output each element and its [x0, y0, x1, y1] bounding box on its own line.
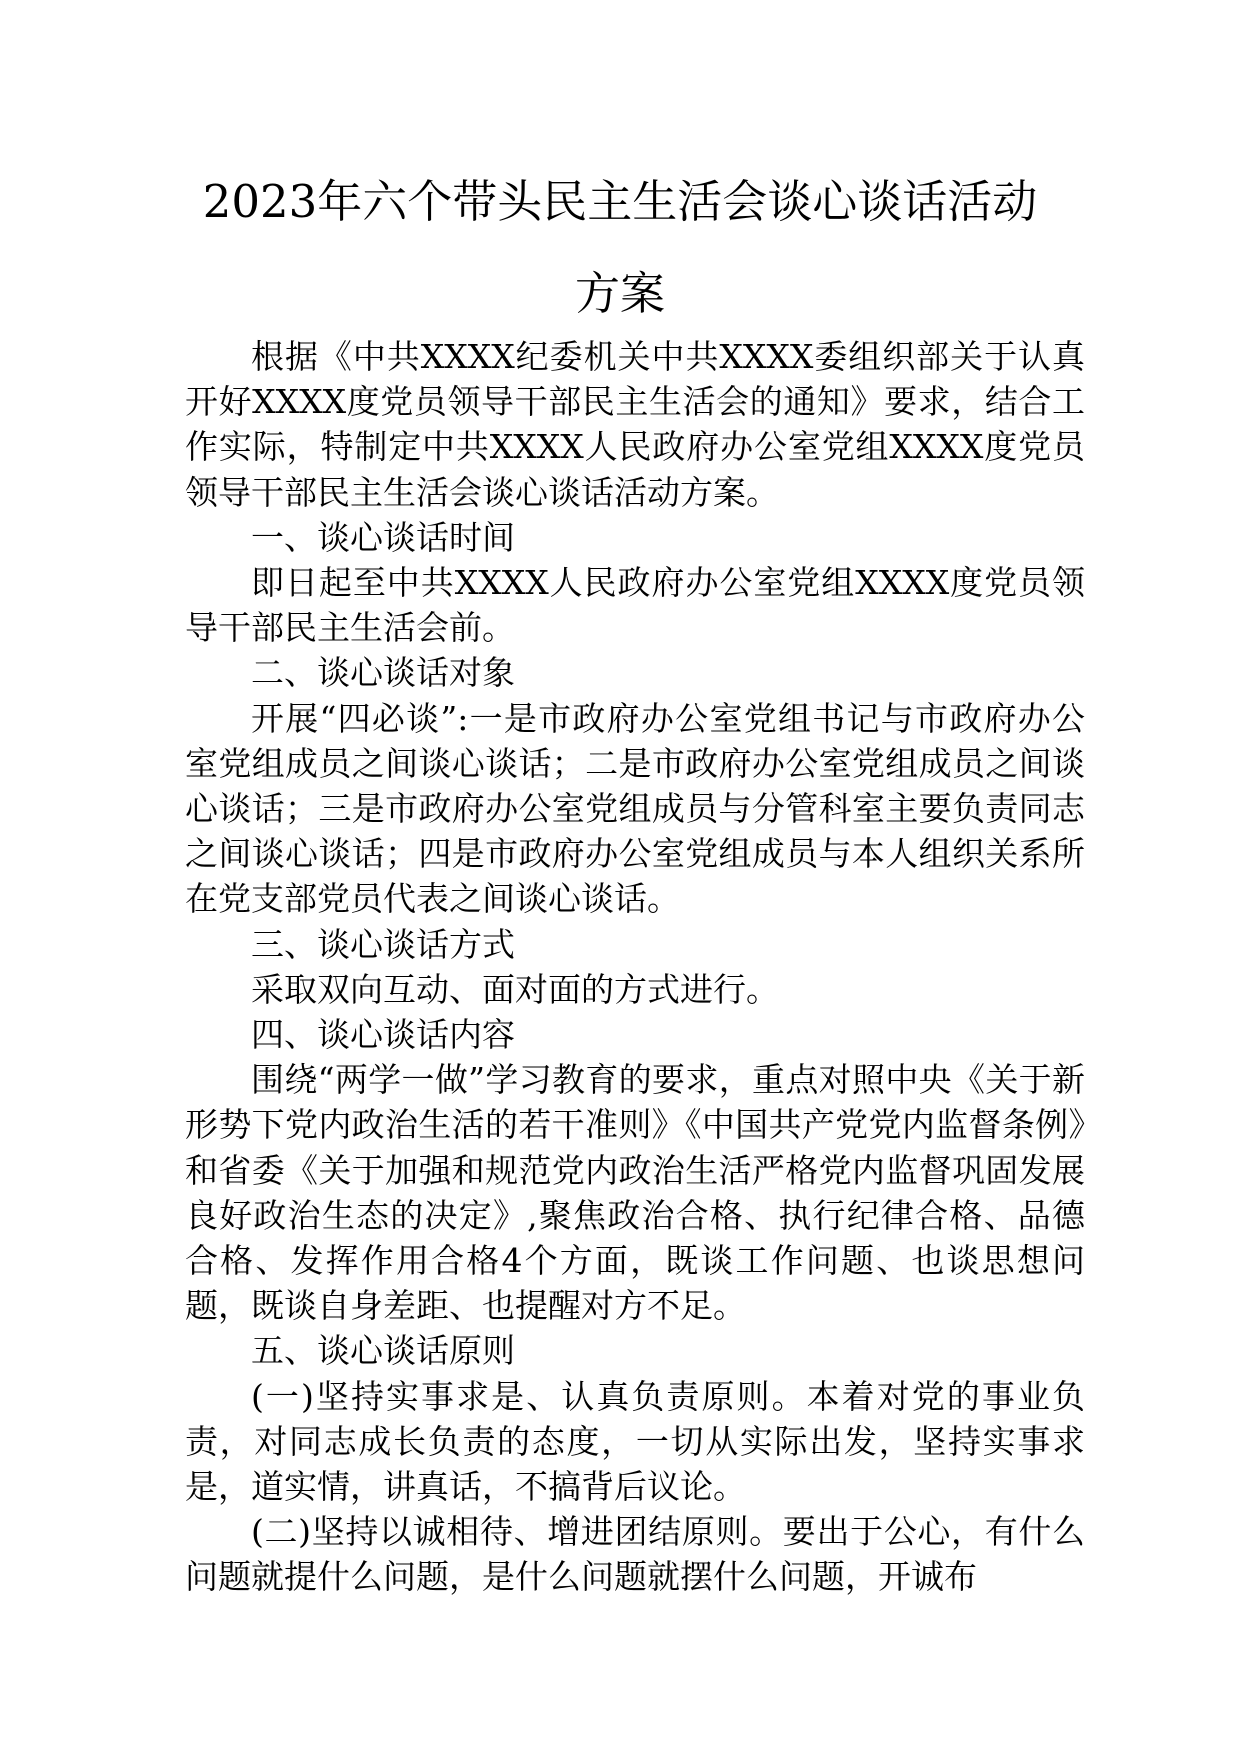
intro-paragraph: 根据《中共XXXX纪委机关中共XXXX委组织部关于认真开好XXXX度党员领导干部民主生活会的通知》要求，结合工作实际，特制定中共XXXX人民政府办公室党组XXXX度党员领导干部民主生活会谈心谈话活动方案。	[185, 337, 1085, 512]
document-body	[185, 334, 1085, 1600]
section-3-paragraph: 采取双向互动、面对面的方式进行。	[251, 969, 779, 1009]
section-2-paragraph: 开展“四必谈”:一是市政府办公室党组书记与市政府办公室党组成员之间谈心谈话；二是市政府办公室党组成员之间谈心谈话；三是市政府办公室党组成员与分管科室主要负责同志之间谈心谈话；四是市政府办公室党组成员与本人组织关系所在党支部党员代表之间谈心谈话。	[185, 698, 1085, 919]
section-1-paragraph: 即日起至中共XXXX人民政府办公室党组XXXX度党员领导干部民主生活会前。	[185, 563, 1085, 648]
section-heading-2: 二、谈心谈话对象	[251, 653, 515, 693]
section-4-paragraph: 围绕“两学一做”学习教育的要求，重点对照中央《关于新形势下党内政治生活的若干准则》《中国共产党党内监督条例》和省委《关于加强和规范党内政治生活严格党内监督巩固发展良好政治生态的决定》,聚焦政治合格、执行纪律合格、品德合格、发挥作用合格4个方面，既谈工作问题、也谈思想问题，既谈自身差距、也提醒对方不足。	[185, 1060, 1085, 1326]
principle-1-paragraph: (一)坚持实事求是、认真负责原则。本着对党的事业负责，对同志成长负责的态度，一切从实际出发，坚持实事求是，道实情，讲真话，不搞背后议论。	[185, 1376, 1085, 1507]
document-title-line-2: 方案	[574, 267, 665, 320]
section-heading-4: 四、谈心谈话内容	[251, 1015, 515, 1055]
section-heading-1: 一、谈心谈话时间	[251, 517, 515, 557]
section-heading-5: 五、谈心谈话原则	[251, 1331, 515, 1371]
principle-2-paragraph: (二)坚持以诚相待、增进团结原则。要出于公心，有什么问题就提什么问题，是什么问题就摆什么问题，开诚布	[185, 1512, 1085, 1597]
document-title-line-1: 2023年六个带头民主生活会谈心谈话活动	[202, 175, 1038, 228]
section-heading-3: 三、谈心谈话方式	[251, 924, 515, 964]
